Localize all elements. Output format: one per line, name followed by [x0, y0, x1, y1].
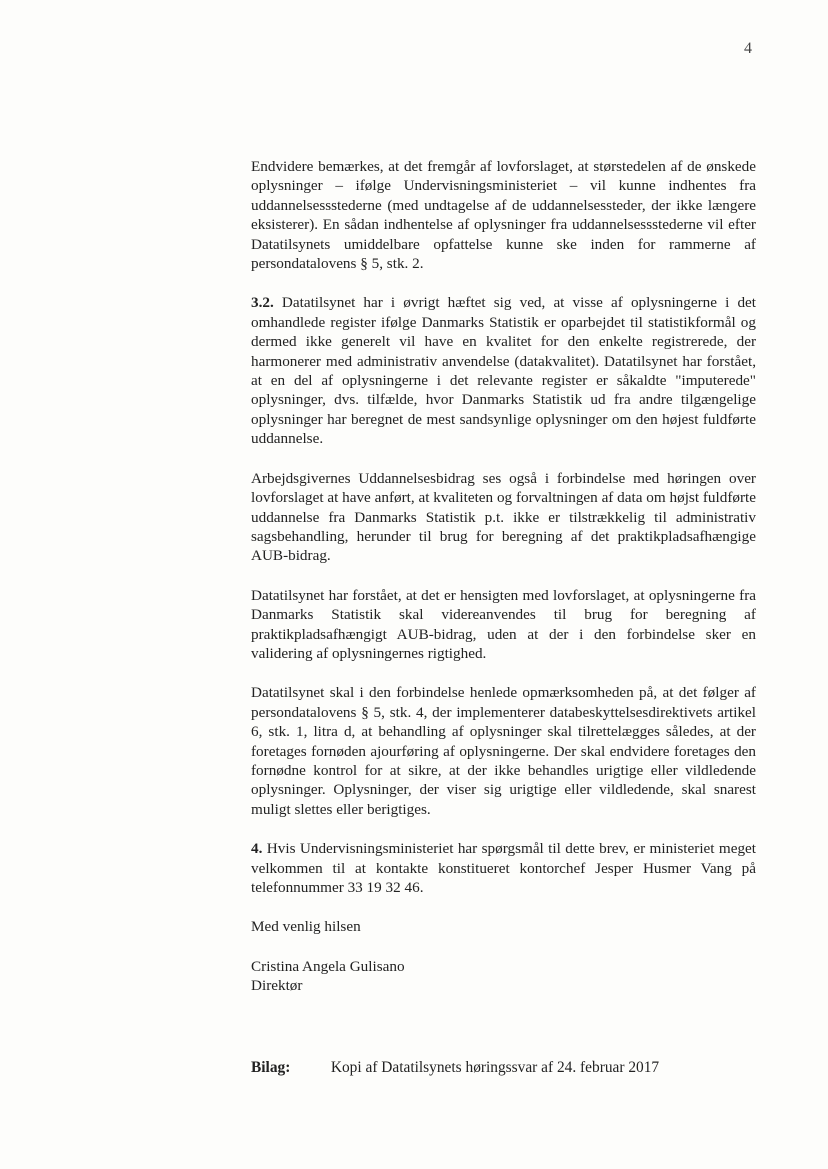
paragraph-5: Datatilsynet skal i den forbindelse henlede opmærksomheden på, at det følger af persondatalovens § 5, stk. 4, der implementerer databeskyttelsesdirektivets artikel 6, stk. 1, litra d, at behandling af oplysninger skal tilrettelægges således, at der foretages fornøden ajourføring af oplysningerne. Der skal endvidere foretages den fornødne kontrol for at sikre, at der ikke behandles urigtige eller vildledende oplysninger. Oplysninger, der viser sig urigtige eller vildledende, skal snarest muligt slettes eller berigtiges. [251, 684, 756, 818]
page-number: 4 [744, 40, 752, 57]
paragraph-4-text: Hvis Undervisningsministeriet har spørgsmål til dette brev, er ministeriet meget velkommen til at kontakte konstitueret kontorchef Jesper Husmer Vang på telefonnummer 33 19 32 46. [251, 840, 756, 896]
signatory-title: Direktør [251, 977, 303, 995]
paragraph-1: Endvidere bemærkes, at det fremgår af lovforslaget, at størstedelen af de ønskede oplysninger – ifølge Undervisningsministeriet – vil kunne indhentes fra uddannelsessstederne (med undtagelse af de uddannelsessteder, der ikke længere eksisterer). En sådan indhentelse af oplysninger fra uddannelsessstederne vil efter Datatilsynets umiddelbare opfattelse kunne ske inden for rammerne af persondatalovens § 5, stk. 2. [251, 158, 756, 273]
letter-body [251, 157, 756, 996]
paragraph-section-3-2 [251, 293, 756, 448]
signatory-name: Cristina Angela Gulisano [251, 957, 405, 975]
closing-greeting: Med venlig hilsen [251, 918, 361, 936]
paragraph-section-4 [251, 839, 756, 897]
attachment-text: Kopi af Datatilsynets høringssvar af 24. februar 2017 [330, 1059, 660, 1076]
closing [251, 917, 756, 995]
attachment-label: Bilag: [251, 1059, 291, 1076]
paragraph-3: Arbejdsgivernes Uddannelsesbidrag ses også i forbindelse med høringen over lovforslaget at have anført, at kvaliteten og forvaltningen af data om højst fuldførte uddannelse fra Danmarks Statistik p.t. ikke er tilstrækkelig til administrativ sagsbehandling, herunder til brug for beregning af det praktikpladsafhængige AUB-bidrag. [251, 469, 756, 565]
paragraph-4: Datatilsynet har forstået, at det er hensigten med lovforslaget, at oplysningerne fra Danmarks Statistik skal videreanvendes til brug for beregning af praktikpladsafhængigt AUB-bidrag, uden at der i den forbindelse sker en validering af oplysningernes rigtighed. [251, 586, 756, 662]
paragraph-3-2-text: Datatilsynet har i øvrigt hæftet sig ved, at visse af oplysningerne i det omhandlede register ifølge Danmarks Statistik er oparbejdet til statistikformål og dermed ikke generelt vil have en kvalitet for den enkelte registrerede, der harmonerer med administrativ anvendelse (datakvalitet). Datatilsynet har forstået, at en del af oplysningerne i det relevante register er såkaldte "imputerede" oplysninger, dvs. tilfælde, hvor Danmarks Statistik ud fra andre tilgængelige oplysninger har beregnet de mest sandsynlige oplysninger om den højest fuldførte uddannelse. [251, 294, 757, 448]
section-number-3-2: 3.2. [251, 294, 274, 312]
section-number-4: 4. [251, 840, 263, 858]
attachment-line [251, 1059, 659, 1077]
